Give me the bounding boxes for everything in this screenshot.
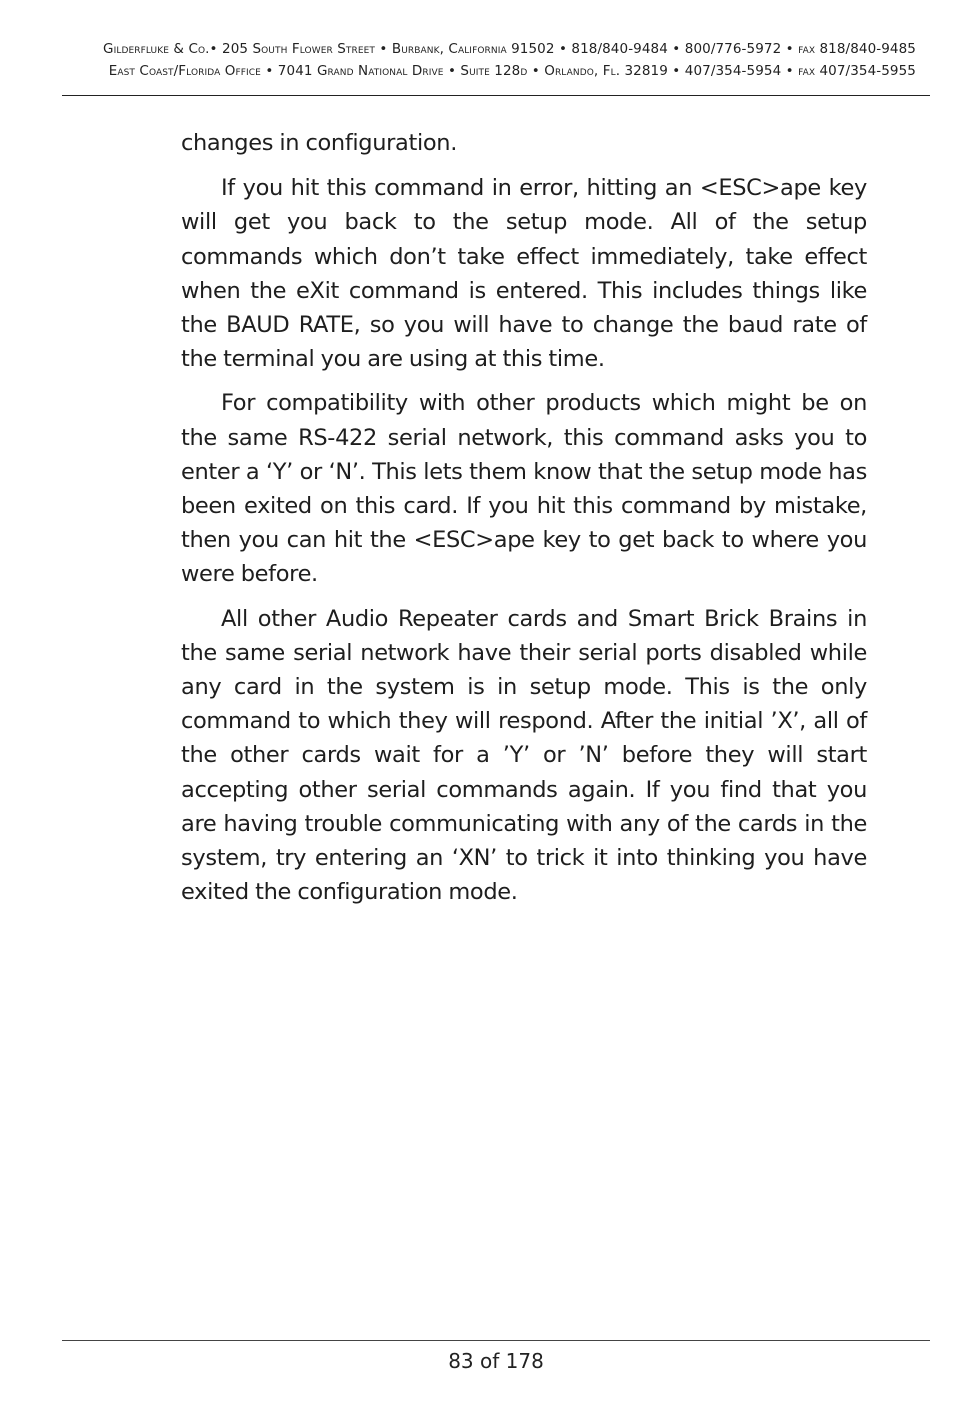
document-body [181,126,867,919]
page-header [62,38,930,82]
page-number: 83 of 178 [448,1349,544,1373]
footer-divider [62,1340,930,1341]
paragraph-serial-network: All other Audio Repeater cards and Smart Brick Brains in the same serial network have their serial ports disabled while any card in the system is in setup mode. This is the only command to which they will respond. After the initial ’X’, all of the other cards wait for a ’Y’ or ’N’ before they will start accepting other serial commands again. If you find that you are having trouble communicating with any of the cards in the system, try entering an ‘XN’ to trick it into thinking you have exited the configuration mode. [181,605,867,906]
header-divider [62,95,930,96]
paragraph-esc-error: If you hit this command in error, hitting an <ESC>ape key will get you back to the setup mode. All of the setup commands which don’t take effect immediately, take effect when the eXit command is entered. This includes things like the BAUD RATE, so you will have to change the baud rate of the terminal you are using at this time. [181,175,867,373]
header-address-line-2: East Coast/Florida Office • 7041 Grand National Drive • Suite 128d • Orlando, Fl. 32819 • 407/354-5954 • fax 407/354-5955 [108,63,916,79]
header-address-line-1: Gilderfluke & Co.• 205 South Flower Street • Burbank, California 91502 • 818/840-9484 • 800/776-5972 • fax 818/840-9485 [103,41,916,57]
paragraph-compatibility: For compatibility with other products which might be on the same RS-422 serial network, this command asks you to enter a ‘Y’ or ‘N’. This lets them know that the setup mode has been exited on this card. If you hit this command by mistake, then you can hit the <ESC>ape key to get back to where you were before. [181,390,867,588]
paragraph-continuation: changes in configuration. [181,130,457,156]
